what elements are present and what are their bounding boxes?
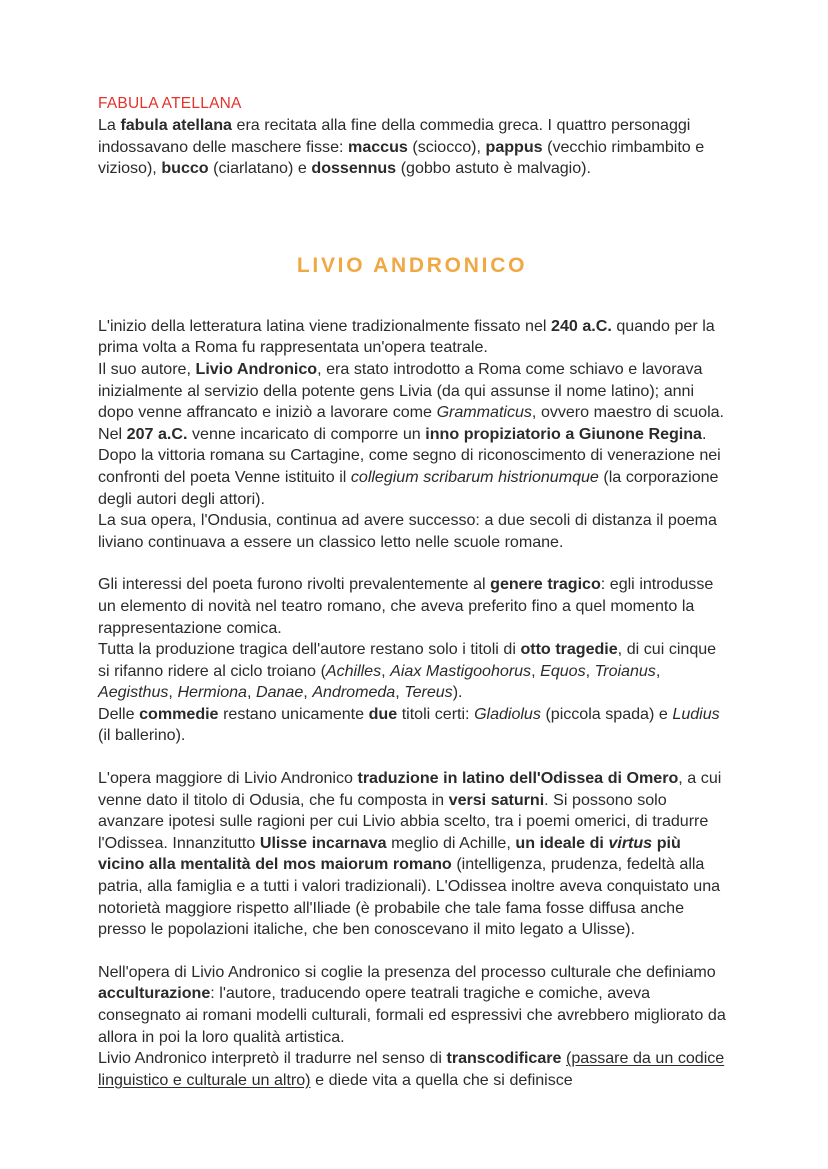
paragraph-genere-tragico: Gli interessi del poeta furono rivolti prevalentemente al genere tragico: egli introdusse un elemento di novità nel teatro romano, che aveva preferito fino a quel momento la rappresentazione comica. <box>98 575 714 637</box>
paragraph-acculturazione: Nell'opera di Livio Andronico si coglie la presenza del processo culturale che definiamo acculturazione: l'autore, traducendo opere teatrali tragiche e comiche, aveva consegnato ai romani modelli culturali, formali ed espressivi che avrebbero migliorato da allora in poi la loro qualità artistica. <box>98 962 726 1046</box>
paragraph-odissea-traduzione: L'opera maggiore di Livio Andronico traduzione in latino dell'Odissea di Omero, a cui venne dato il titolo di Odusia, che fu composta in versi saturni. Si possono solo avanzare ipotesi sulle ragioni per cui Livio abbia scelto, tra i poemi omerici, di tradurre l'Odissea. Innanzitutto Ulisse incarnava meglio di Achille, un ideale di virtus più vicino alla mentalità del mos maiorum romano (intelligenza, prudenza, fedeltà alla patria, alla famiglia e a tutti i valori tradizionali). L'Odissea inoltre aveva conquistato una notorietà maggiore rispetto all'Iliade (è probabile che tale fama fosse diffusa anche presso le popolazioni italiche, che ben conoscevano il mito legato a Ulisse). <box>98 769 722 939</box>
paragraph-otto-tragedie: Tutta la produzione tragica dell'autore restano solo i titoli di otto tragedie, di cui cinque si rifanno ridere al ciclo troiano (Achilles, Aiax Mastigoohorus, Equos, Troianus, Aegisthus, Hermiona, Danae, Andromeda, Tereus). <box>98 640 717 702</box>
spacer-before-title <box>98 180 726 254</box>
paragraph-spacer-3 <box>98 941 726 962</box>
paragraph-transcodificare: Livio Andronico interpretò il tradurre nel senso di transcodificare (passare da un codice linguistico e culturale un altro) e diede vita a quella che si definisce <box>98 1049 725 1089</box>
paragraph-inizio-letteratura: L'inizio della letteratura latina viene tradizionalmente fissato nel 240 a.C. quando per la prima volta a Roma fu rappresentata un'opera teatrale. <box>98 316 715 357</box>
page-title-livio-andronico: LIVIO ANDRONICO <box>296 253 528 277</box>
spacer-after-title <box>98 278 726 316</box>
paragraph-fabula-atellana-body: La fabula atellana era recitata alla fine della commedia greca. I quattro personaggi indossavano delle maschere fisse: maccus (sciocco), pappus (vecchio rimbambito e vizioso), bucco (ciarlatano) e dossennus (gobbo astuto è malvagio). <box>98 116 705 178</box>
section-heading-fabula-atellana: FABULA ATELLANA <box>98 95 242 112</box>
title-container <box>98 254 726 278</box>
document-content <box>98 94 726 1091</box>
paragraph-autore-biografia: Il suo autore, Livio Andronico, era stato introdotto a Roma come schiavo e lavorava inizialmente al servizio della potente gens Livia (da qui assunse il nome latino); anni dopo venne affrancato e iniziò a lavorare come Grammaticus, ovvero maestro di scuola. <box>98 359 724 422</box>
paragraph-spacer-2 <box>98 747 726 768</box>
paragraph-commedie: Delle commedie restano unicamente due titoli certi: Gladiolus (piccola spada) e Ludius (il ballerino). <box>98 704 720 745</box>
paragraph-ondusia-successo: La sua opera, l'Ondusia, continua ad avere successo: a due secoli di distanza il poema liviano continuava a essere un classico letto nelle scuole romane. <box>98 511 717 551</box>
paragraph-inno-giunone: Nel 207 a.C. venne incaricato di comporre un inno propiziatorio a Giunone Regina. Dopo la vittoria romana su Cartagine, come segno di riconoscimento di venerazione nei confronti del poeta Venne istituito il collegium scribarum histrionumque (la corporazione degli autori degli attori). <box>98 424 721 508</box>
paragraph-spacer-1 <box>98 553 726 574</box>
